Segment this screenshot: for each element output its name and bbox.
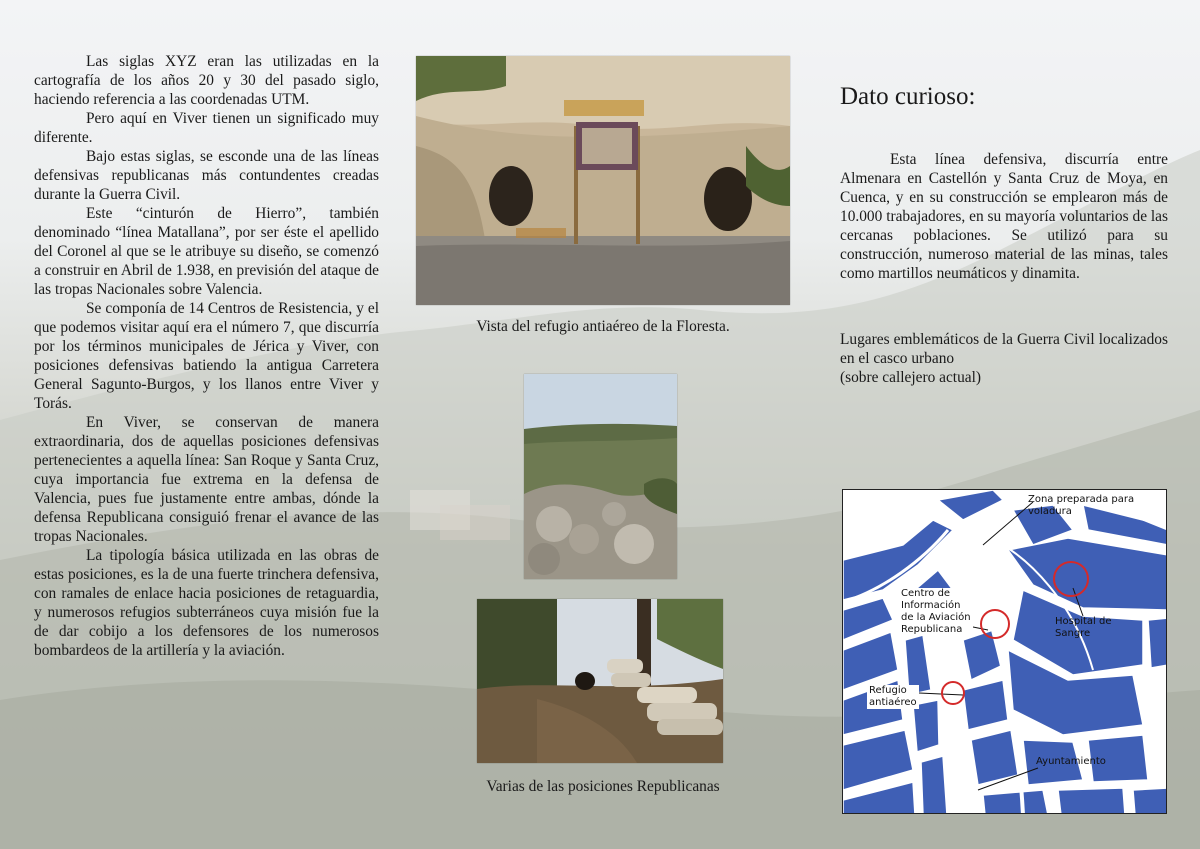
- map-label-zona: [1028, 494, 1134, 518]
- fact-title: Dato curioso:: [840, 83, 976, 110]
- positions-caption: Varias de las posiciones Republicanas: [486, 778, 720, 795]
- map-label-line: Sangre: [1055, 628, 1091, 639]
- town-map: [842, 489, 1167, 814]
- map-block: [1133, 788, 1167, 814]
- history-text-column: [34, 52, 379, 660]
- map-block: [1148, 618, 1167, 668]
- paragraph: Este “cinturón de Hierro”, también denominado “línea Matallana”, por ser éste el apellido del Coronel al que se le atribuye su diseño, se comenzó a construir en Abril de 1.938, en previsión del ataque de las tropas Nacionales sobre Valencia.: [34, 205, 379, 298]
- places-subline: (sobre callejero actual): [840, 369, 981, 386]
- map-label-line: Centro de: [901, 588, 951, 599]
- map-label-line: voladura: [1028, 506, 1072, 517]
- places-heading: [840, 330, 1168, 387]
- map-label-line: de la Aviación: [901, 612, 971, 623]
- map-label-line: Hospital de: [1055, 616, 1112, 627]
- map-label-line: antiaéreo: [869, 697, 917, 708]
- map-block: [1058, 788, 1125, 814]
- shelter-marker: [942, 682, 964, 704]
- map-label-line: Refugio: [869, 685, 907, 696]
- refugio-caption: Vista del refugio antiaéreo de la Floresta.: [476, 318, 730, 335]
- trench-photo: [477, 599, 723, 763]
- paragraph: Pero aquí en Viver tienen un significado muy diferente.: [34, 110, 379, 146]
- paragraph: Se componía de 14 Centros de Resistencia, y el que podemos visitar aquí era el número 7, que discurría por los términos municipales de Jérica y Viver, con posiciones defensivas batiendo la antigua Carretera General Sagunto-Burgos, y los llanos entre Viver y Torás.: [34, 300, 379, 412]
- map-block: [971, 730, 1018, 785]
- places-line: Lugares emblemáticos de la Guerra Civil localizados en el casco urbano: [840, 331, 1168, 367]
- map-label-refugio: [867, 685, 919, 709]
- fact-text: Esta línea defensiva, discurría entre Almenara en Castellón y Santa Cruz de Moya, en Cuenca, y en su construcción se emplearon más de 10.000 trabajadores, en su mayoría voluntarios de las cercanas poblaciones. Se utilizó para su construcción, numeroso material de las minas, tales como martillos neumáticos y dinamita.: [840, 151, 1168, 282]
- map-block: [963, 680, 1008, 730]
- map-label-line: Zona preparada para: [1028, 494, 1135, 505]
- paragraph: En Viver, se conservan de manera extraordinaria, dos de aquellas posiciones defensivas pertenecientes a aquella línea: San Roque y Santa Cruz, cuya importancia fue extrema en la defensa de Valencia, pues fue justamente entre ambas, dónde la defensa Republicana consiguió frenar el avance de las tropas Nacionales.: [34, 414, 379, 545]
- map-block: [921, 756, 947, 814]
- rocks-photo: [524, 374, 677, 579]
- map-drawing: [843, 490, 1167, 814]
- map-label-ayuntamiento: Ayuntamiento: [1036, 756, 1106, 767]
- map-label-hospital: [1055, 616, 1111, 640]
- map-label-centro: [899, 588, 973, 636]
- refugio-photo: [416, 56, 790, 305]
- map-block: [983, 790, 1048, 814]
- map-block: [938, 490, 1003, 520]
- map-block: [843, 730, 913, 790]
- paragraph: Las siglas XYZ eran las utilizadas en la cartografía de los años 20 y 30 del pasado siglo, haciendo referencia a las coordenadas UTM.: [34, 53, 379, 108]
- paragraph: Bajo estas siglas, se esconde una de las líneas defensivas republicanas más contundentes creadas durante la Guerra Civil.: [34, 148, 379, 203]
- map-block: [843, 632, 898, 690]
- map-label-line: Republicana: [901, 624, 963, 635]
- paragraph: La tipología básica utilizada en las obras de estas posiciones, es la de una fuerte trinchera defensiva, con ramales de enlace hacia posiciones de retaguardia, y numerosos refugios subterráneos cuya misión fue la de dar cobijo a los defensores de los numerosos bombardeos de la artillería y la aviación.: [34, 547, 379, 659]
- map-label-line: Información: [901, 600, 961, 611]
